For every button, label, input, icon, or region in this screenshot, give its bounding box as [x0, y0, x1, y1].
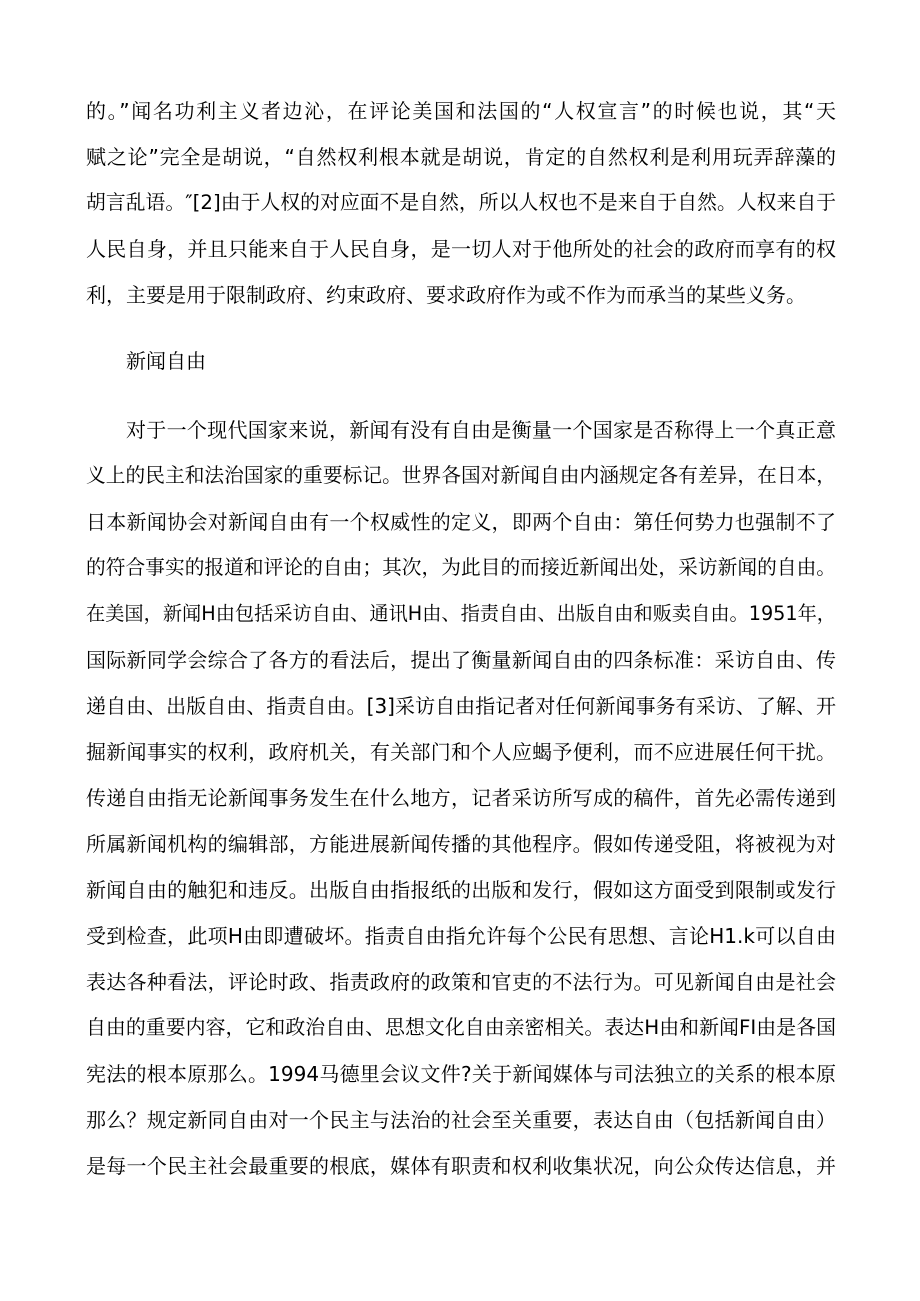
section-heading-block: [126, 346, 426, 376]
paragraph-2-line: 受到检查，此项H由即遭破坏。指责自由指允许每个公民有思想、言论H1.k可以自由: [86, 924, 836, 948]
paragraph-2-line: 对于一个现代国家来说，新闻有没有自由是衡量一个国家是否称得上一个真正意: [126, 418, 836, 442]
paragraph-2-line: 新闻自由的触犯和违反。出版自由指报纸的出版和发行，假如这方面受到限制或发行: [86, 878, 836, 902]
paragraph-2-line: 日本新闻协会对新闻自由有一个权威性的定义，即两个自由：第任何势力也强制不了: [86, 510, 836, 534]
paragraph-1-line: 人民自身，并且只能来自于人民自身，是一切人对于他所处的社会的政府而享有的权: [86, 237, 836, 261]
paragraph-2-line: 的符合事实的报道和评论的自由；其次，为此目的而接近新闻出处，采访新闻的自由。: [86, 556, 836, 579]
paragraph-2-line: 递自由、出版自由、指责自由。[3]采访自由指记者对任何新闻事务有采访、了解、开: [86, 694, 836, 718]
paragraph-1-line: 利，主要是用于限制政府、约束政府、要求政府作为或不作为而承当的某些义务。: [86, 283, 806, 307]
paragraph-1-line: 胡言乱语。″[2]由于人权的对应面不是自然，所以人权也不是来自于自然。人权来自于: [86, 191, 836, 214]
paragraph-2-line: 那么？规定新同自由对一个民主与法治的社会至关重要，表达自由（包括新闻自由）: [86, 1108, 836, 1132]
paragraph-2-line: 宪法的根本原那么。1994马德里会议文件?关于新闻媒体与司法独立的关系的根本原: [86, 1062, 836, 1086]
paragraph-2-line: 所属新闻机构的编辑部，方能进展新闻传播的其他程序。假如传递受阻，将被视为对: [86, 832, 836, 856]
paragraph-1-line: 赋之论”完全是胡说，“自然权利根本就是胡说，肯定的自然权利是利用玩弄辞藻的: [86, 145, 836, 169]
paragraph-2-line: 是每一个民主社会最重要的根底，媒体有职责和权利收集状况，向公众传达信息，并: [86, 1154, 836, 1178]
paragraph-2-line: 掘新闻事实的权利，政府机关，有关部门和个人应蝎予便利，而不应进展任何干扰。: [86, 740, 836, 764]
paragraph-2-line: 义上的民主和法治国家的重要标记。世界各国对新闻自由内涵规定各有差异，在日本，: [86, 464, 836, 487]
paragraph-2-line: 传递自由指无论新闻事务发生在什么地方，记者采访所写成的稿件，首先必需传递到: [86, 786, 836, 810]
paragraph-2: [86, 415, 836, 1195]
section-heading: 新闻自由: [126, 349, 206, 373]
paragraph-2-line: 自由的重要内容，它和政治自由、思想文化自由亲密相关。表达H由和新闻FI由是各国: [86, 1016, 836, 1039]
paragraph-2-line: 表达各种看法，评论时政、指责政府的政策和官吏的不法行为。可见新闻自由是社会: [86, 970, 836, 994]
paragraph-2-line: 国际新同学会综合了各方的看法后，提出了衡量新闻自由的四条标准：采访自由、传: [86, 648, 836, 672]
paragraph-1-line: 的。”闻名功利主义者边沁，在评论美国和法国的“人权宣言”的时候也说，其“天: [86, 99, 836, 123]
paragraph-2-line: 在美国，新闻H由包括采访自由、通讯H由、指责自由、出版自由和贩卖自由。1951年，: [86, 602, 836, 625]
paragraph-1: [86, 96, 836, 326]
